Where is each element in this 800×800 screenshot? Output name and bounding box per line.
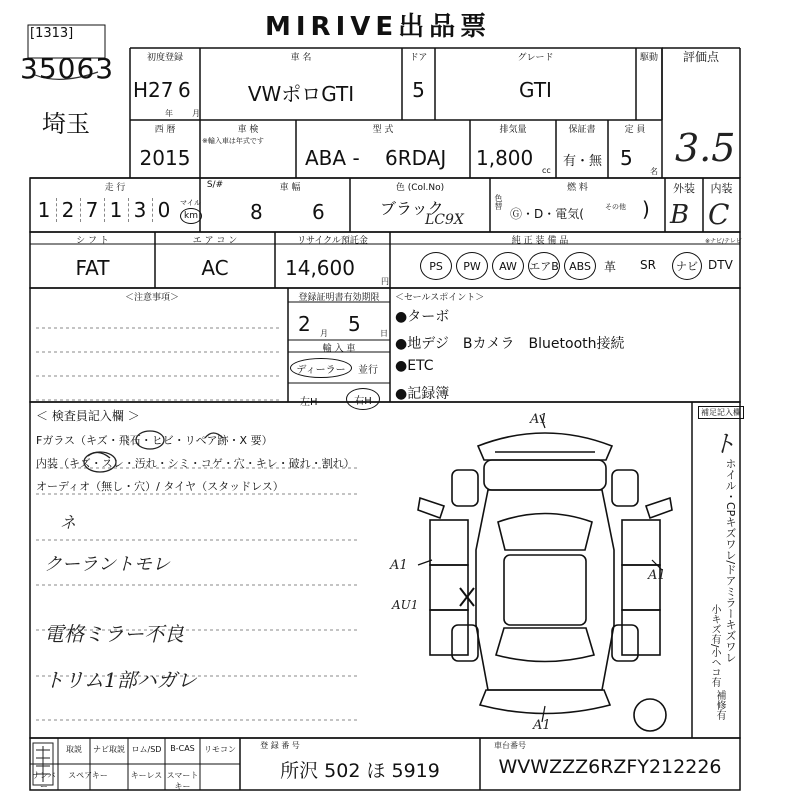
footer-item: キーレス (130, 771, 163, 780)
diagram-mark-front: A1 (530, 412, 548, 427)
sales-point-2: ●地デジ Bカメラ Bluetooth接続 (395, 336, 625, 352)
lot-bracket: [1313] (30, 26, 74, 41)
capacity-value: 5 (620, 146, 633, 170)
side-repair: 補修有 (714, 690, 725, 720)
deadline-month: 2 (298, 312, 311, 336)
footer-item: ナンバー (32, 771, 56, 791)
equipment-item: PS (420, 252, 452, 280)
label-interior: 内装 (710, 182, 733, 195)
footer-item: B-CAS (170, 744, 195, 753)
label-width: 車 幅 (279, 183, 301, 193)
diagram-mark-right: A1 (648, 568, 666, 583)
footer-item: スペアキー (68, 771, 108, 780)
car-diagram (400, 410, 690, 740)
label-western-year: 西 暦 (154, 125, 176, 135)
mileage-km-unit: km (180, 208, 202, 224)
first-reg-era: H27 (133, 78, 174, 102)
label-recycle: リサイクル預託金 (297, 236, 368, 246)
dimension-1: 8 (250, 200, 263, 224)
side-label: 補足記入欄 (698, 406, 744, 419)
inspection-note: ※輸入車は年式です (202, 137, 264, 145)
cc-unit: cc (542, 166, 551, 175)
grade-value: GTI (519, 78, 552, 102)
footer-items-top (58, 740, 240, 762)
vin-label: 車台番号 (494, 741, 526, 750)
caution-label: ＜注意事項＞ (125, 293, 180, 303)
side-handwriting: ト (712, 430, 736, 458)
import-label: 輸 入 車 (322, 344, 356, 354)
form-title: MIRIVE出品票 (265, 12, 492, 42)
displacement: 1,800 (476, 146, 534, 170)
mileage-mile-label: マイル (180, 199, 201, 207)
diagram-mark-left: A1 (390, 558, 408, 573)
western-year: 2015 (139, 146, 191, 170)
mileage-digit: 2 (56, 198, 81, 222)
plate-number: 所沢 502 ほ 5919 (280, 760, 440, 782)
footer-item: スマートキー (166, 771, 199, 791)
month-unit: 月 (192, 109, 200, 118)
deadline-month-unit: 月 (320, 329, 328, 338)
deadline-label: 登録証明書有効期限 (298, 293, 380, 303)
exterior-grade: B (670, 200, 690, 230)
first-reg-month: 6 (178, 78, 191, 102)
score-value: 3.5 (675, 126, 736, 170)
door-count: 5 (412, 78, 425, 102)
label-navi-note: ※ナビ/テレビ (705, 238, 742, 245)
equipment-dtv: DTV (708, 258, 733, 272)
side-text: ホイル・CPキズワレ/ドアミラーキズワレ (724, 458, 737, 664)
hand-note-3: 電格ミラー不良 (44, 622, 184, 646)
dealer-option: ディーラー (290, 358, 352, 378)
equipment-item: SR (640, 258, 656, 272)
parallel-option: 並行 (358, 365, 378, 376)
recycle-value: 14,600 (285, 256, 355, 280)
stamp-mark (30, 740, 56, 788)
plate-label: 登 録 番 号 (260, 741, 300, 750)
label-first-reg: 初度登録 (146, 53, 183, 63)
inspector-label: ＜ 検査員記入欄 ＞ (36, 409, 140, 423)
fuel-value: Ⓖ・D・電気( (510, 207, 584, 221)
label-color: 色 (Col.No) (395, 183, 445, 193)
hand-note-4: トリム1部ハガレ (44, 668, 197, 692)
fuel-close: ) (642, 197, 650, 221)
label-shift: シ フ ト (76, 236, 109, 246)
warranty-value: 有・無 (563, 154, 603, 169)
label-drive: 駆動 (639, 53, 658, 63)
interior-grade: C (708, 198, 730, 231)
sales-point-1: ●ターボ (395, 309, 450, 325)
ac-value: AC (201, 256, 229, 280)
label-model: 車 名 (290, 53, 312, 63)
shift-value: FAT (75, 256, 110, 280)
color-change-label: 色替 (494, 194, 503, 210)
rhd-option: 右H (346, 388, 380, 410)
lhd-option: 左H (300, 397, 318, 408)
equipment-navi: ナビ (672, 252, 702, 280)
label-doors: ドア (409, 53, 428, 63)
sales-point-4: ●記録簿 (395, 386, 450, 402)
yen-unit: 円 (381, 277, 389, 286)
fuel-hint: その他 (605, 203, 626, 211)
equipment-item: PW (456, 252, 488, 280)
deadline-day: 5 (348, 312, 361, 336)
diagram-mark-left2: AU1 (392, 598, 419, 612)
label-mileage: 走 行 (104, 183, 126, 193)
dimension-2: 6 (312, 200, 325, 224)
mileage-digit: 1 (32, 198, 57, 222)
year-unit: 年 (165, 109, 173, 118)
deadline-day-unit: 日 (380, 329, 388, 338)
label-capacity: 定 員 (624, 125, 646, 135)
hand-note-2: クーラントモレ (44, 554, 170, 575)
footer-item: リモコン (204, 745, 236, 754)
mileage-digit: 7 (80, 198, 105, 222)
footer-item: ナビ取説 (93, 745, 125, 754)
color-name: ブラック (380, 199, 444, 218)
label-fuel: 燃 料 (567, 183, 588, 193)
label-s: S/# (206, 180, 224, 190)
label-inspection: 車 検 (237, 125, 259, 135)
label-score: 評価点 (682, 50, 719, 64)
hand-note-1: ネ (60, 513, 77, 532)
type-code: 6RDAJ (385, 146, 447, 170)
equipment-item: ABS (564, 252, 596, 280)
side-small-dents: 小キズ有/小ヘコ有 (709, 604, 720, 688)
footer-item: 取説 (66, 745, 82, 754)
label-exterior: 外装 (673, 182, 695, 195)
mileage-digit: 0 (157, 198, 171, 222)
footer-item: ロム/SD (131, 745, 162, 754)
label-equipment: 純 正 装 備 品 (511, 236, 569, 246)
mileage-digit: 3 (128, 198, 153, 222)
sales-point-3: ●ETC (395, 358, 434, 374)
label-displacement: 排気量 (499, 125, 527, 135)
audio-line: オーディオ（無し・穴）/ タイヤ（スタッドレス） (36, 480, 284, 493)
color-number: LC9X (425, 212, 464, 228)
region: 埼玉 (42, 110, 90, 138)
model-name: VWポロGTI (247, 82, 355, 106)
equipment-item: AW (492, 252, 524, 280)
glass-line: Fガラス（キズ・飛石・ヒビ・リペア跡・X 要） (36, 434, 273, 447)
lot-number: 35063 (20, 52, 115, 85)
type-prefix: ABA - (305, 146, 360, 170)
vin-number: WVWZZZ6RZFY212226 (498, 756, 722, 778)
interior-line: 内装（キズ・スレ・汚れ・シミ・コゲ・穴・キレ・破れ・割れ） (36, 457, 355, 470)
label-type: 型 式 (372, 125, 394, 135)
sales-points-label: ＜セールスポイント＞ (395, 293, 485, 303)
capacity-unit: 名 (650, 167, 658, 176)
label-warranty: 保証書 (568, 125, 596, 135)
equipment-item: エアB (528, 252, 560, 280)
mileage-digit: 1 (104, 198, 129, 222)
diagram-mark-rear: A1 (533, 718, 551, 733)
label-ac: エ ア コ ン (192, 236, 238, 246)
label-grade: グレード (517, 53, 554, 63)
equipment-item: 革 (604, 260, 617, 274)
